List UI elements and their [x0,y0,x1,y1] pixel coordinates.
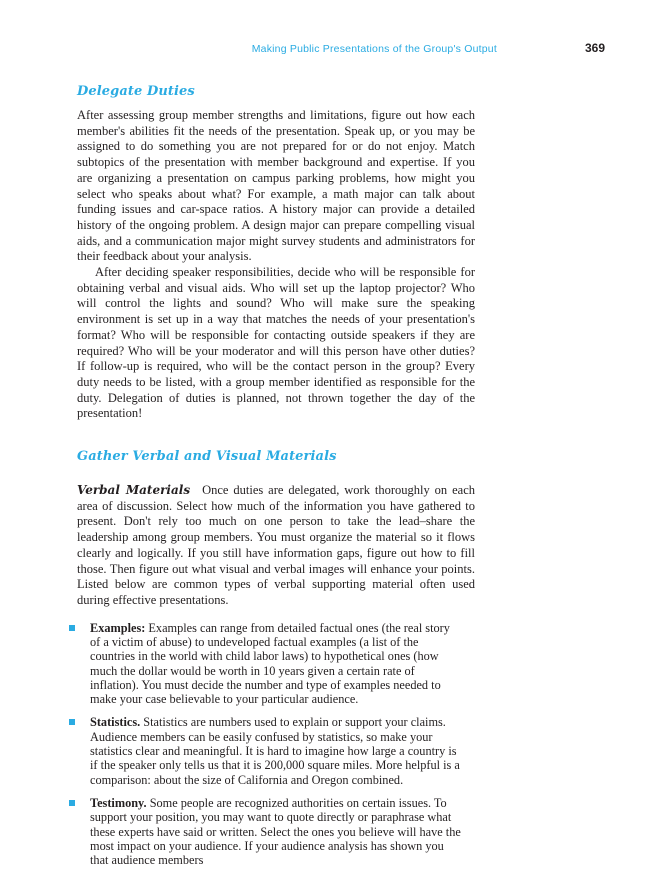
square-bullet-icon [69,625,75,631]
list-item-text: Statistics are numbers used to explain or support your claims. Audience members can be easily confused by statistics, so make your statistics clear and meaningful. It is hard to imagine how large a country is if the speaker only tells us that it is 200,000 square miles. More helpful is a comparison: about the size of California and Oregon combined. [90,715,460,787]
section-heading-delegate-duties: Delegate Duties [77,84,195,99]
list-item-statistics [69,715,461,786]
list-item-label: Examples: [90,620,146,635]
square-bullet-icon [69,800,75,806]
list-item-testimony [69,796,461,867]
supporting-material-list [77,621,475,868]
text-column [77,0,475,876]
runin-heading-verbal-materials: Verbal Materials [77,483,191,498]
paragraph-verbal-materials [77,483,475,609]
running-header-title: Making Public Presentations of the Group's Output [251,43,497,55]
list-item-text: Examples can range from detailed factual ones (the real story of a victim of abuse) to undeveloped factual examples (a list of the countries in the world with child labor laws) to hypothetical ones (how much the dollar would be worth in 10 years given a certain rate of inflation). You must decide the number and type of examples needed to make your case believable to your particular audience. [90,620,450,707]
paragraph-delegate-2: After deciding speaker responsibilities, decide who will be responsible for obtaining verbal and visual aids. Who will set up the laptop projector? Who will control the lights and sound? Who will make sure the speaking environment is set up in a way that matches the needs of your presentation's format? Who will be responsible for contacting outside speakers if they are required? Who will be your moderator and will this person have other duties? If follow-up is required, who will be the contact person in the group? Every duty needs to be listed, with a group member identified as responsible for the duty. Delegation of duties is planned, not thrown together the day of the presentation! [77,265,475,421]
square-bullet-icon [69,719,75,725]
verbal-materials-text: Once duties are delegated, work thoroughly on each area of discussion. Select how much of the information you have gathered to present. Don't rely too much on one person to take the lead–share the leadership among group members. You must organize the material so it flows clearly and logically. If you still have information gaps, figure out how to fill those. Then figure out what visual and verbal images will enhance your points. Listed below are common types of verbal supporting material often used during effective presentations. [77,483,475,607]
list-item-label: Testimony. [90,795,147,810]
list-item-examples [69,621,461,707]
section-heading-gather-materials: Gather Verbal and Visual Materials [77,449,337,465]
list-item-label: Statistics. [90,715,141,730]
paragraph-delegate-1: After assessing group member strengths and limitations, figure out how each member's abilities fit the needs of the presentation. Speak up, or you may be assigned to do something you are not prepared for or do not enjoy. Match subtopics of the presentation with member background and expertise. If you are organizing a presentation on campus parking problems, how might you select who speaks about what? For example, a math major can talk about funding issues and car-space ratios. A history major can provide a detailed history of the ongoing problem. A design major can prepare compelling visual aids, and a communication major might survey students and administrators for their feedback about your analysis. [77,108,475,264]
list-item-text: Some people are recognized authorities on certain issues. To support your position, you may want to quote directly or paraphrase what these experts have said or written. Select the ones you believe will have the most impact on your audience. If your audience analysis has shown you that audience members [90,795,461,868]
page-number: 369 [584,41,605,55]
